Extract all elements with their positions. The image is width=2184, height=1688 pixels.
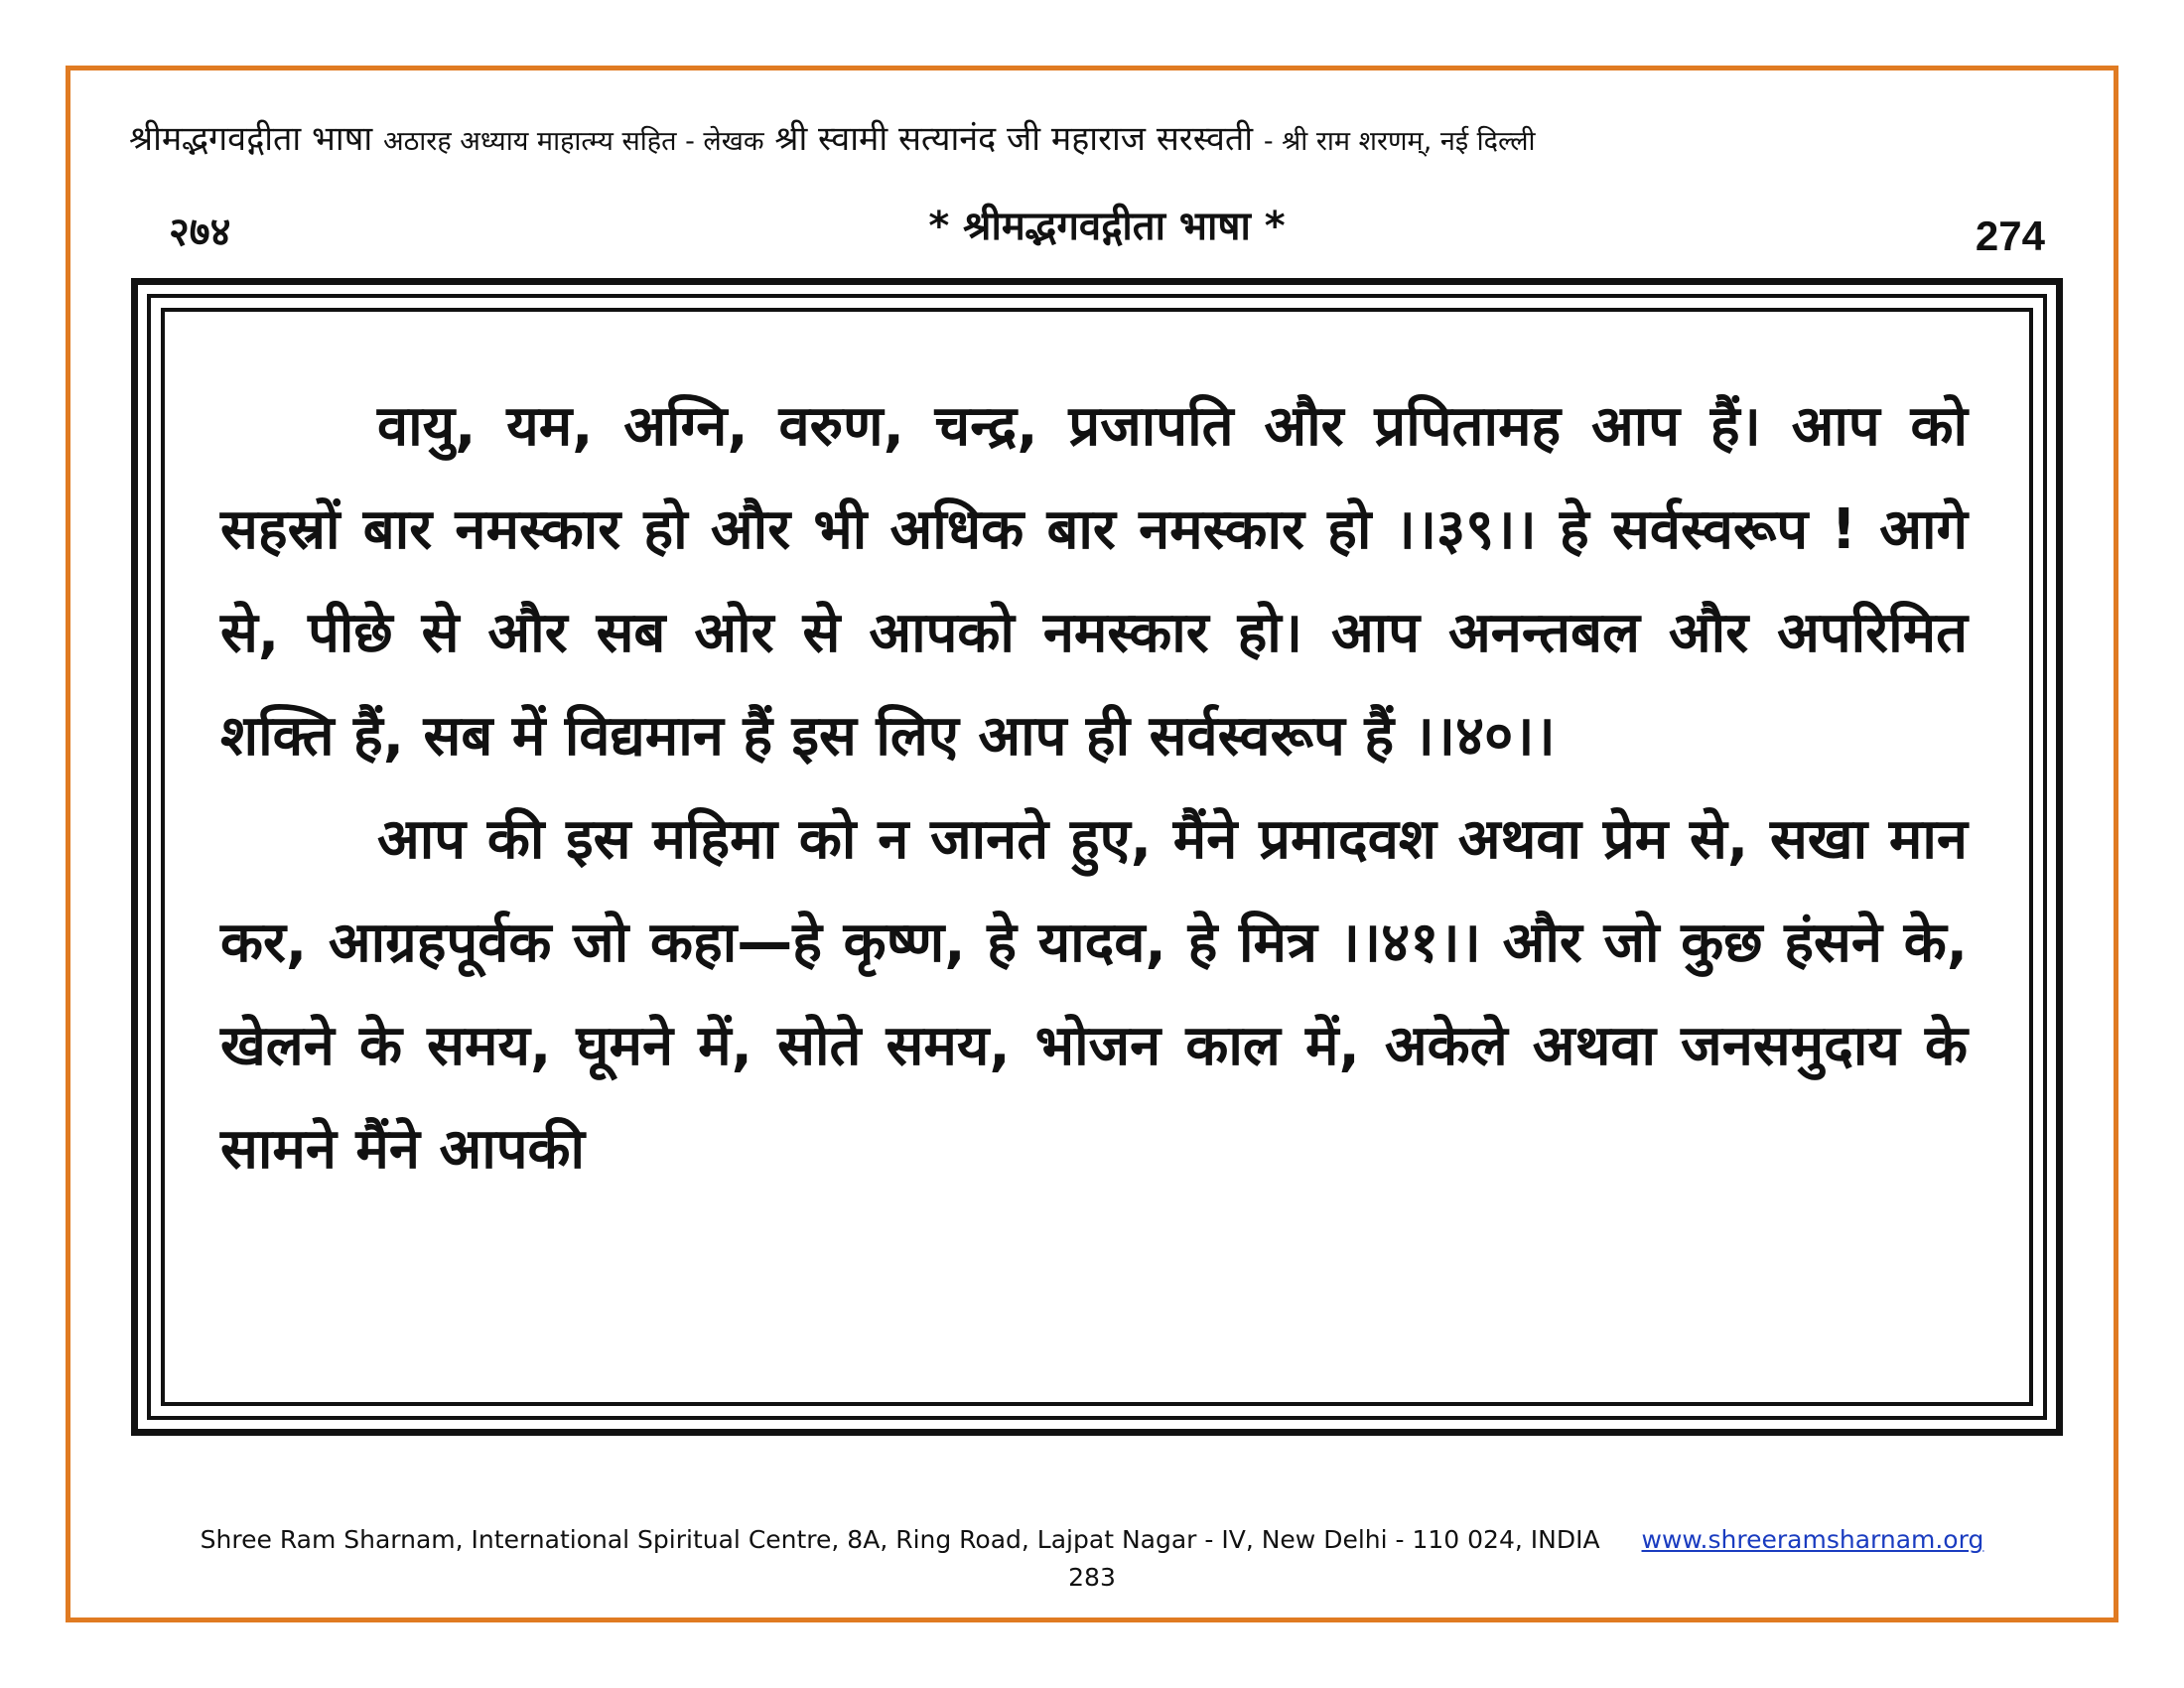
latin-page-number: 274 bbox=[1975, 212, 2045, 259]
publisher-name: - श्री राम शरणम्, नई दिल्ली bbox=[1263, 126, 1536, 157]
footer-page-number: 283 bbox=[1068, 1563, 1116, 1592]
footer bbox=[0, 1525, 2184, 1554]
header-line bbox=[129, 117, 2065, 164]
footer-address: Shree Ram Sharnam, International Spiritual Centre, 8A, Ring Road, Lajpat Nagar - IV, New Delhi - 110 024, INDIA bbox=[200, 1525, 1600, 1554]
paragraph-2: आप की इस महिमा को न जानते हुए, मैंने प्रमादवश अथवा प्रेम से, सखा मान कर, आग्रहपूर्वक जो कहा—हे कृष्ण, हे यादव, हे मित्र ।।४१।। और जो कुछ हंसने के, खेलने के समय, घूमने में, सोते समय, भोजन काल में, अकेले अथवा जनसमुदाय के सामने मैंने आपकी bbox=[220, 807, 1968, 1182]
running-title: * श्रीमद्भगवद्गीता भाषा * bbox=[928, 204, 1286, 249]
page-meta bbox=[169, 197, 2045, 259]
devanagari-page-number: २७४ bbox=[169, 210, 231, 255]
book-subtitle: अठारह अध्याय माहात्म्य सहित - लेखक bbox=[382, 126, 764, 157]
verse-text bbox=[220, 375, 1968, 1201]
book-title: श्रीमद्भगवद्गीता भाषा bbox=[129, 119, 373, 159]
website-link[interactable]: www.shreeramsharnam.org bbox=[1641, 1525, 1984, 1554]
paragraph-1: वायु, यम, अग्नि, वरुण, चन्द्र, प्रजापति और प्रपितामह आप हैं। आप को सहस्रों बार नमस्कार हो और भी अधिक बार नमस्कार हो ।।३९।। हे सर्वस्वरूप ! आगे से, पीछे से और सब ओर से आपको नमस्कार हो। आप अनन्तबल और अपरिमित शक्ति हैं, सब में विद्यमान हैं इस लिए आप ही सर्वस्वरूप हैं ।।४०।। bbox=[220, 394, 1968, 769]
author-name: श्री स्वामी सत्यानंद जी महाराज सरस्वती bbox=[774, 119, 1254, 159]
